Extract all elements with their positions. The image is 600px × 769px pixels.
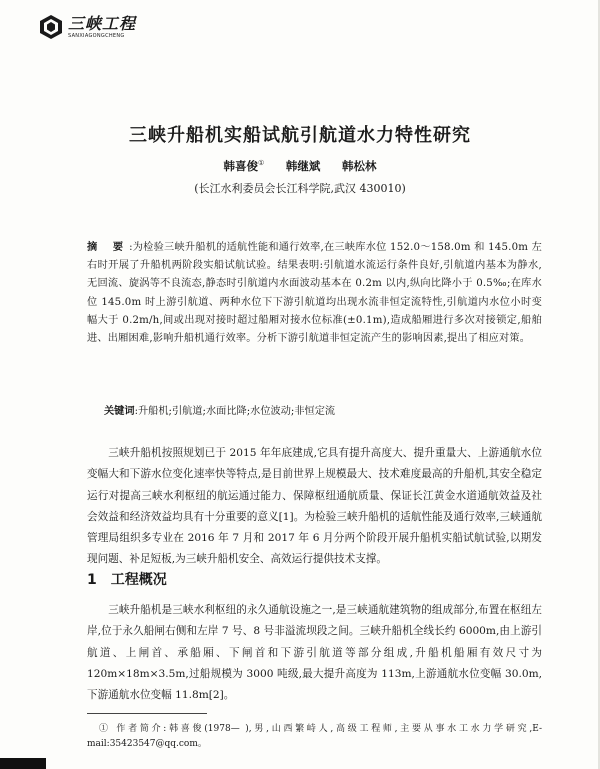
section-number: 1 bbox=[87, 572, 97, 588]
footnote-mark: ① bbox=[99, 724, 111, 734]
author-list bbox=[0, 158, 600, 174]
section-heading bbox=[87, 569, 181, 589]
paper-title: 三峡升船机实船试航引航道水力特性研究 bbox=[129, 125, 471, 146]
author-1-name: 韩喜俊 bbox=[223, 159, 258, 173]
journal-logo-icon bbox=[38, 14, 64, 40]
abstract-text: :为检验三峡升船机的适航性能和通行效率,在三峡库水位 152.0～158.0m 和 145.0m 左右时开展了升船机两阶段实船试航试验。结果表明:引航道水流运行条件良好,引航道内基本为静水,无回流、旋涡等不良流态,静态时引航道内水面波动基本在 0.2m 以内,纵向比降小于 0.5‰;在库水位 145.0m 时上游引航道、两种水位下下游引航道均出现水流非恒定流特性,引航道内水位小时变幅大于 0.2m/h,间或出现对接时超过船厢对接水位标准(±0.1m),造成船厢进行多次对接锁定,船舶进、出厢困难,影响升船机通行效率。分析下游引航道非恒定流产生的影响因素,提出了相应对策。 bbox=[87, 242, 543, 345]
abstract-label: 摘 要 bbox=[87, 241, 130, 253]
keywords-text: :升船机;引航道;水面比降;水位波动;非恒定流 bbox=[134, 406, 336, 417]
keywords bbox=[104, 402, 542, 417]
footnote-text: 作者简介:韩喜俊(1978— ),男,山西繁峙人,高级工程师,主要从事水工水力学研究,E-mail:35423547@qq.com。 bbox=[87, 724, 542, 749]
scan-corner-mark bbox=[0, 758, 46, 769]
author-2-name: 韩继斌 bbox=[285, 159, 321, 173]
author-2 bbox=[286, 159, 321, 173]
intro-paragraph: 三峡升船机按照规划已于 2015 年年底建成,它具有提升高度大、提升重量大、上游通航水位变幅大和下游水位变化速率快等特点,是目前世界上规模最大、技术难度最高的升船机,其安全稳定运行对提高三峡水利枢纽的航运通过能力、保障枢纽通航质量、保证长江黄金水道通航效益及社会效益和经济效益均具有十分重要的意义[1]。为检验三峡升船机的适航性能及通行效率,三峡通航管理局组织多专业在 2016 年 7 月和 2017 年 6 月分两个阶段开展升船机实船试航试验,以期发现问题、补足短板,为三峡升船机安全、高效运行提供技术支撑。 bbox=[87, 447, 542, 566]
abstract bbox=[87, 238, 542, 348]
author-1 bbox=[223, 159, 264, 173]
section-title: 工程概况 bbox=[110, 572, 167, 588]
author-3-name: 韩松林 bbox=[342, 159, 377, 173]
journal-logo bbox=[38, 14, 136, 40]
journal-name-cn: 三峡工程 bbox=[68, 13, 137, 33]
section-paragraph: 三峡升船机是三峡水利枢纽的永久通航设施之一,是三峡通航建筑物的组成部分,布置在枢纽左岸,位于永久船闸右侧和左岸 7 号、8 号非溢流坝段之间。三峡升船机全线长约 6000m,由上游引航道、上闸首、承船厢、下闸首和下游引航道等部分组成,升船机船厢有效尺寸为 120m×18m×3.5m,过船规模为 3000 吨级,最大提升高度为 113m,上游通航水位变幅 30.0m,下游通航水位变幅 11.8m[2]。 bbox=[87, 604, 542, 702]
keywords-label: 关键词 bbox=[104, 405, 135, 417]
footnote bbox=[87, 722, 542, 752]
footnote-divider bbox=[87, 713, 207, 714]
journal-name-en: SANXIAGONGCHENG bbox=[68, 32, 125, 39]
author-1-footnote-mark: ① bbox=[257, 159, 265, 168]
affiliation: (长江水利委员会长江科学院,武汉 430010) bbox=[194, 182, 406, 195]
author-3 bbox=[342, 159, 377, 173]
